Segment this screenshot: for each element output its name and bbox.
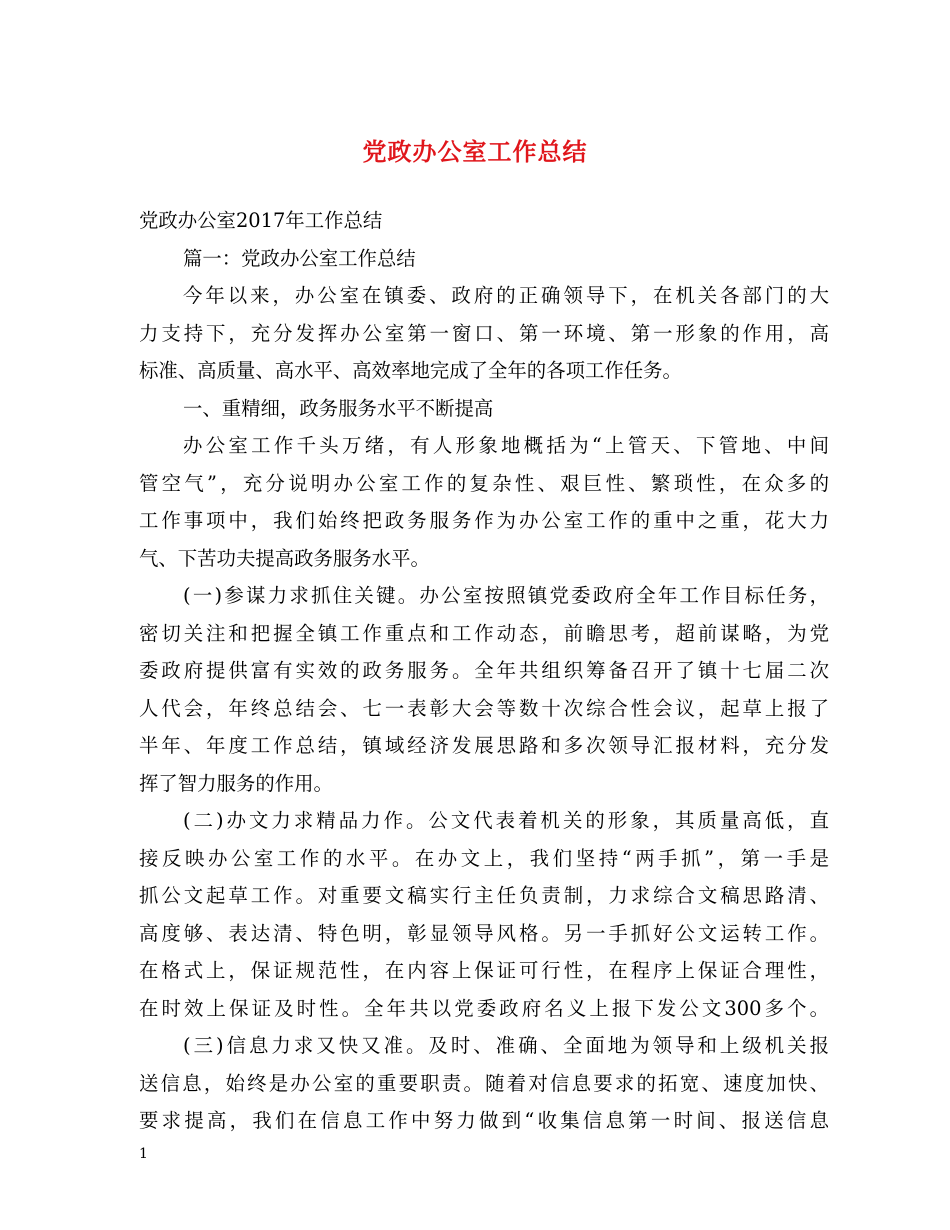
paragraph-line: 抓公文起草工作。对重要文稿实行主任负责制，力求综合文稿思路清、: [139, 884, 829, 907]
paragraph-line: 力支持下，充分发挥办公室第一窗口、第一环境、第一形象的作用，高: [139, 321, 829, 345]
paragraph-line: 密切关注和把握全镇工作重点和工作动态，前瞻思考，超前谋略，为党: [139, 621, 829, 645]
paragraph-line: 气、下苦功夫提高政务服务水平。: [139, 546, 430, 570]
paragraph-line: 今年以来，办公室在镇委、政府的正确领导下，在机关各部门的大: [183, 284, 829, 307]
subtitle-line: 党政办公室2017年工作总结: [139, 209, 383, 232]
paragraph-line: 送信息，始终是办公室的重要职责。随着对信息要求的拓宽、速度加快、: [139, 1071, 829, 1095]
paragraph-line: 人代会，年终总结会、七一表彰大会等数十次综合性会议，起草上报了: [139, 696, 829, 720]
document-title: 党政办公室工作总结: [362, 137, 588, 166]
paragraph-line: 高度够、表达清、特色明，彰显领导风格。另一手抓好公文运转工作。: [139, 921, 829, 945]
paragraph-line: 在时效上保证及时性。全年共以党委政府名义上报下发公文300多个。: [139, 996, 829, 1020]
section-heading: 一、重精细，政务服务水平不断提高: [183, 396, 494, 420]
page-number: 1: [139, 1146, 148, 1162]
paragraph-line: 办公室工作千头万绪，有人形象地概括为“上管天、下管地、中间: [183, 434, 829, 457]
paragraph-line: 接反映办公室工作的水平。在办文上，我们坚持“两手抓”，第一手是: [139, 846, 829, 870]
section-heading: 篇一：党政办公室工作总结: [183, 246, 416, 270]
paragraph-line: 委政府提供富有实效的政务服务。全年共组织筹备召开了镇十七届二次: [139, 659, 829, 682]
paragraph-line: 在格式上，保证规范性，在内容上保证可行性，在程序上保证合理性，: [139, 959, 829, 982]
paragraph-line: 要求提高，我们在信息工作中努力做到“收集信息第一时间、报送信息: [139, 1109, 829, 1132]
paragraph-line: 标准、高质量、高水平、高效率地完成了全年的各项工作任务。: [139, 359, 682, 382]
paragraph-line: 管空气”，充分说明办公室工作的复杂性、艰巨性、繁琐性，在众多的: [139, 471, 829, 495]
paragraph-line: 工作事项中，我们始终把政务服务作为办公室工作的重中之重，花大力: [139, 509, 829, 532]
paragraph-line: 挥了智力服务的作用。: [139, 771, 333, 795]
paragraph-line: (二)办文力求精品力作。公文代表着机关的形象，其质量高低，直: [183, 809, 829, 832]
paragraph-line: (一)参谋力求抓住关键。办公室按照镇党委政府全年工作目标任务，: [183, 584, 829, 607]
paragraph-line: 半年、年度工作总结，镇域经济发展思路和多次领导汇报材料，充分发: [139, 734, 829, 757]
document-body: [139, 202, 829, 1140]
paragraph-line: (三)信息力求又快又准。及时、准确、全面地为领导和上级机关报: [183, 1034, 829, 1057]
